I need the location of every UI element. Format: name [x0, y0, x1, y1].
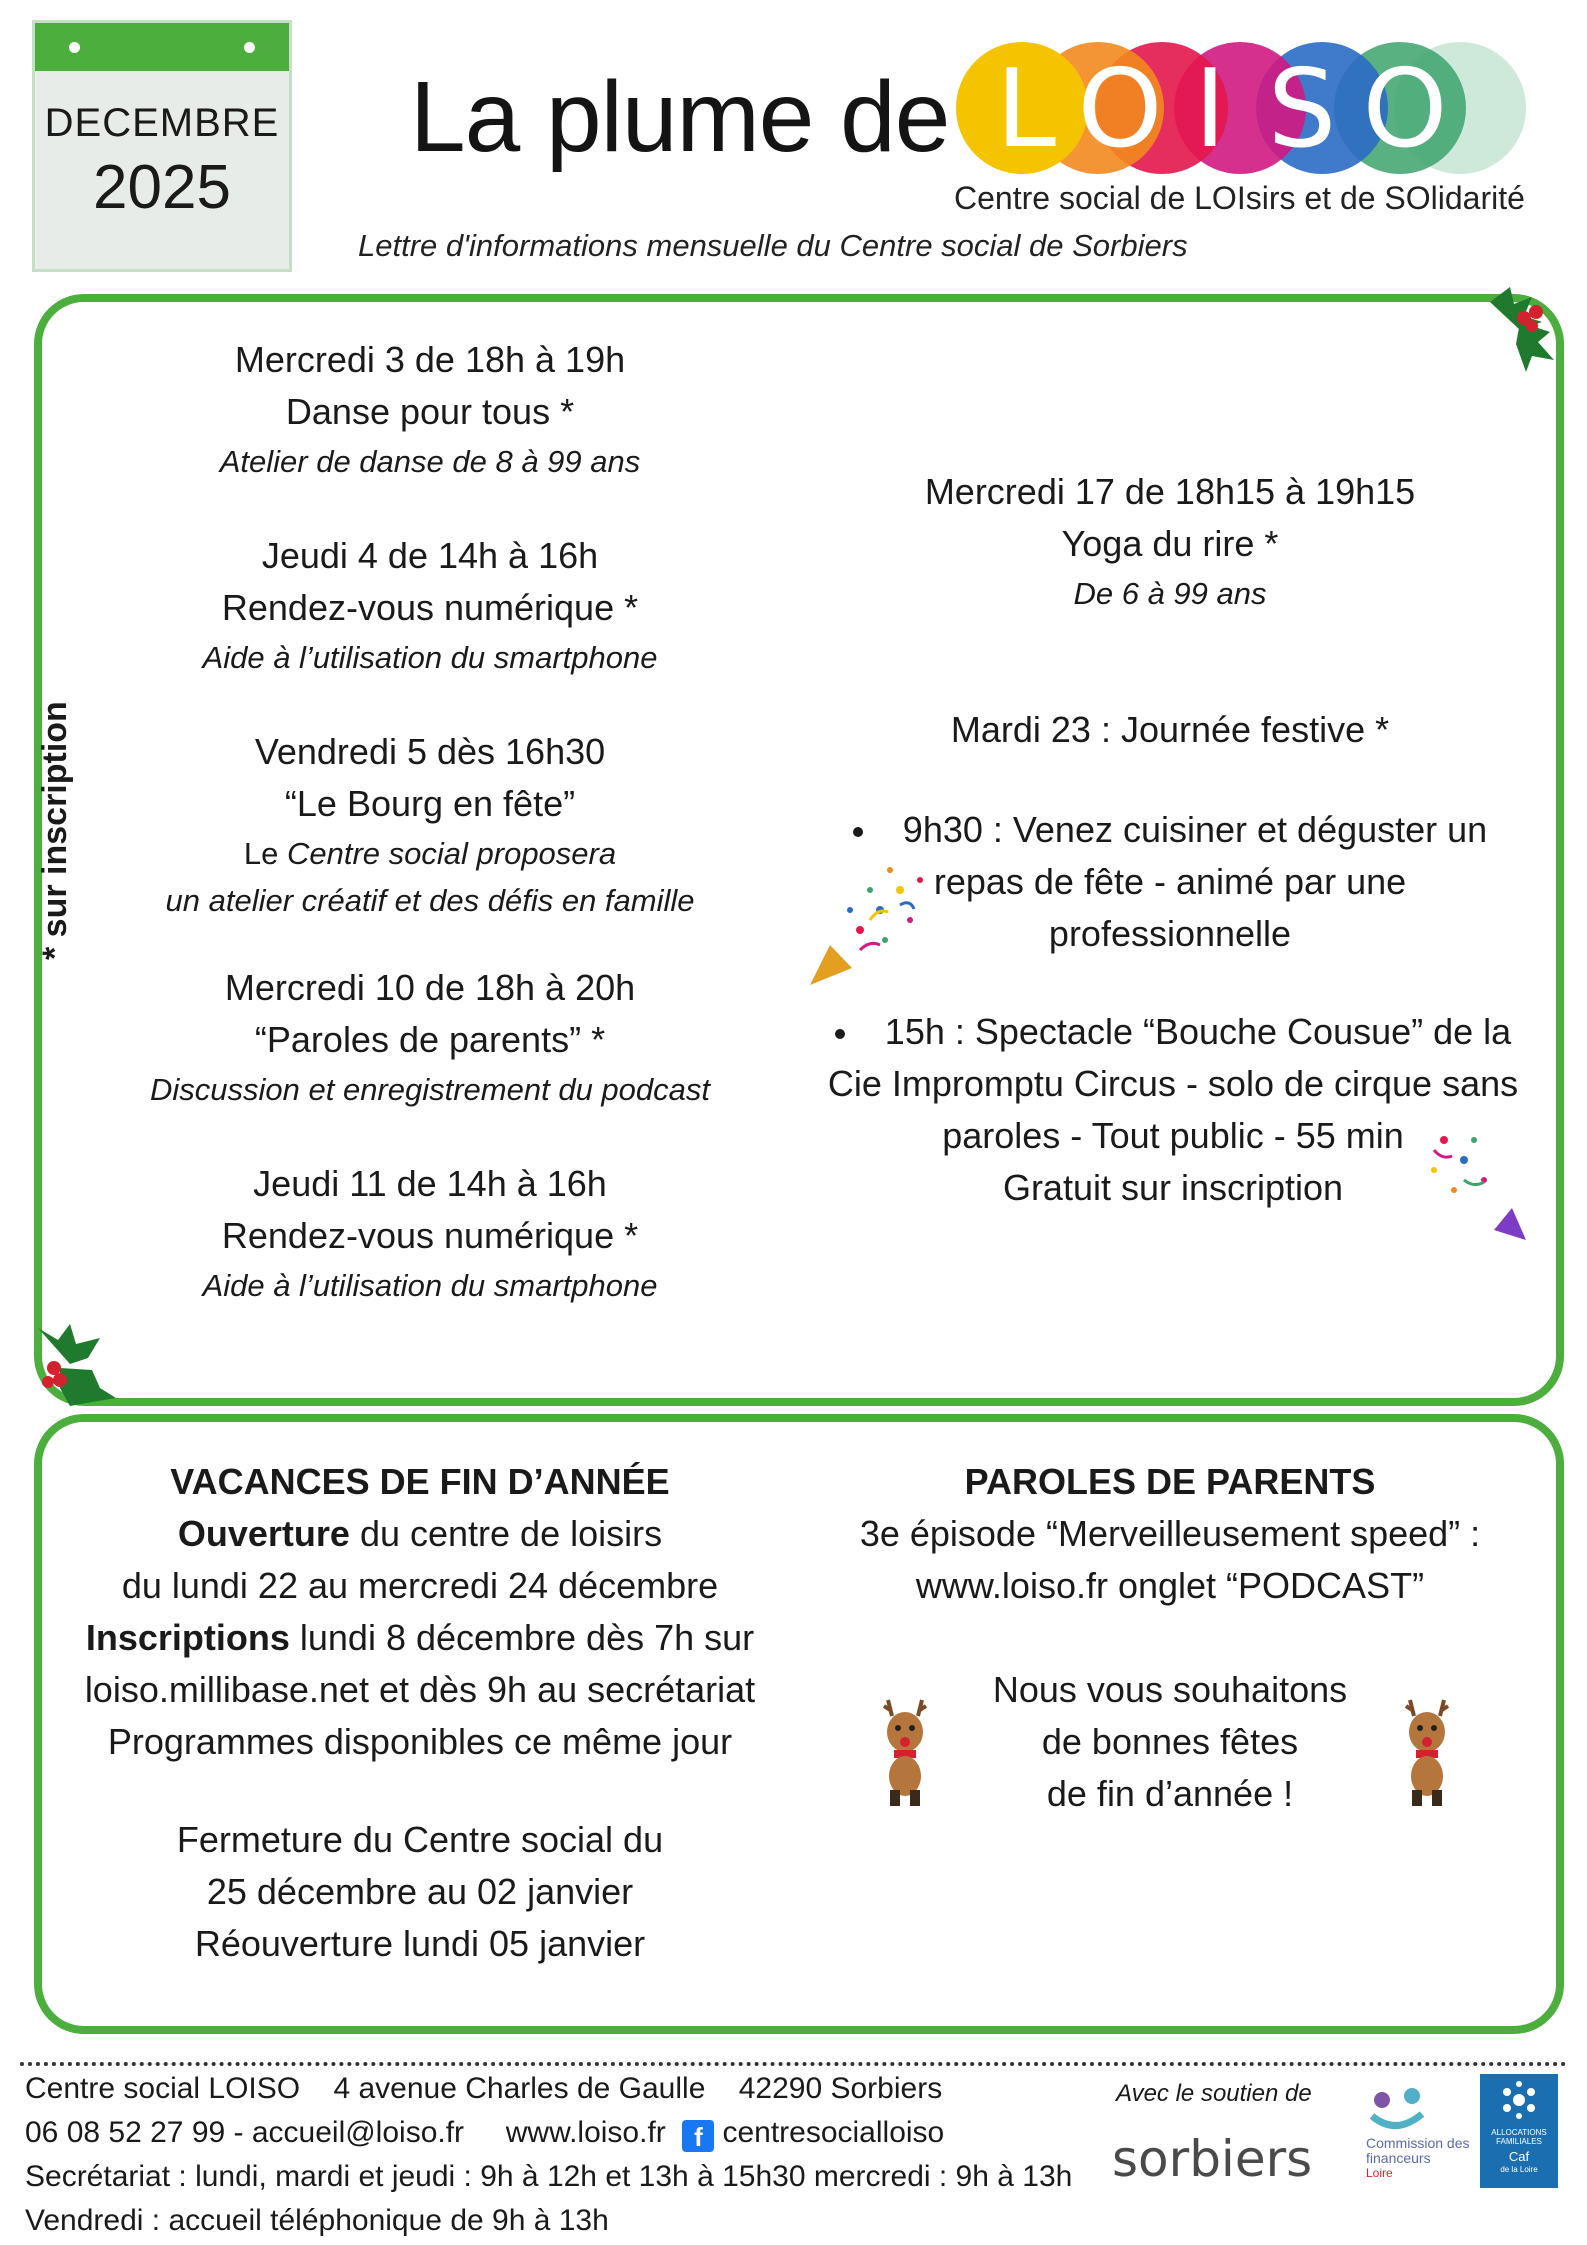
event-desc	[110, 830, 750, 877]
vacances-text: lundi 8 décembre dès 7h sur	[289, 1617, 755, 1658]
reindeer-icon	[1392, 1690, 1462, 1810]
parents-line: www.loiso.fr onglet “PODCAST”	[915, 1565, 1425, 1606]
event-desc: Discussion et enregistrement du podcast	[149, 1072, 710, 1107]
registration-note: * sur inscription	[36, 701, 74, 960]
vacances-text: du centre de loisirs	[349, 1513, 663, 1554]
wish-line: de bonnes fêtes	[1041, 1721, 1299, 1762]
event-desc: De 6 à 99 ans	[1073, 576, 1267, 611]
logo-letter-o2: O	[1362, 47, 1448, 172]
caf-logo	[1480, 2074, 1558, 2188]
footer-contact-line	[25, 2116, 944, 2152]
event-title: Rendez-vous numérique *	[221, 1215, 639, 1256]
event-when: Mercredi 10 de 18h à 20h	[224, 967, 636, 1008]
vacances-line: Programmes disponibles ce même jour	[107, 1721, 733, 1762]
reindeer-icon	[870, 1690, 940, 1810]
sorbiers-logo: sorbiers	[1112, 2130, 1313, 2188]
closure-line: Fermeture du Centre social du	[176, 1819, 664, 1860]
cdf-sub: Loire	[1366, 2166, 1393, 2180]
logo-letter-s: S	[1267, 47, 1337, 172]
wish-line: de fin d’année !	[1046, 1773, 1294, 1814]
logo-letter-i: I	[1194, 47, 1226, 172]
closure-line: Réouverture lundi 05 janvier	[194, 1923, 646, 1964]
event-desc-italic: Centre social proposera	[286, 836, 617, 871]
closure-line: 25 décembre au 02 janvier	[206, 1871, 634, 1912]
festive-day-title: Mardi 23 : Journée festive *	[950, 709, 1390, 750]
caf-region: de la Loire	[1500, 2165, 1538, 2174]
bullet-line	[820, 804, 1520, 856]
page-title: La plume de	[410, 61, 950, 173]
event-title: Danse pour tous *	[285, 391, 575, 432]
calendar-top-bar	[35, 23, 289, 71]
vacances-line: loiso.millibase.net et dès 9h au secrétariat	[84, 1669, 756, 1710]
event-desc-prefix: Le	[243, 836, 287, 871]
calendar-year: 2025	[93, 153, 231, 222]
season-wishes	[970, 1664, 1370, 1820]
footer-address-line	[25, 2072, 942, 2106]
facebook-handle[interactable]: centresocialloiso	[722, 2116, 945, 2149]
bullet-line: paroles - Tout public - 55 min	[942, 1115, 1404, 1156]
event-desc: Aide à l’utilisation du smartphone	[202, 640, 658, 675]
event-when: Mercredi 3 de 18h à 19h	[234, 339, 626, 380]
wish-line: Nous vous souhaitons	[992, 1669, 1348, 1710]
bullet-line: Gratuit sur inscription	[1002, 1167, 1344, 1208]
website-link[interactable]: www.loiso.fr	[505, 2116, 666, 2149]
party-popper-icon	[1414, 1120, 1534, 1245]
tagline: Lettre d'informations mensuelle du Centre social de Sorbiers	[358, 228, 1188, 263]
caf-top-text: ALLOCATIONS FAMILIALES	[1491, 2128, 1547, 2146]
phone-email[interactable]: 06 08 52 27 99 - accueil@loiso.fr	[25, 2116, 465, 2149]
org-name: Centre social LOISO	[25, 2072, 301, 2105]
event-when: Jeudi 4 de 14h à 16h	[261, 535, 599, 576]
event-title: “Le Bourg en fête”	[284, 783, 576, 824]
loiso-logo	[950, 36, 1550, 196]
event-item	[110, 962, 750, 1113]
calendar-ring	[244, 42, 255, 53]
bullet-text: 9h30 : Venez cuisiner et déguster un	[902, 809, 1488, 850]
event-item	[110, 334, 750, 485]
event-desc: Aide à l’utilisation du smartphone	[202, 1268, 658, 1303]
event-item	[110, 1158, 750, 1309]
holly-icon	[1480, 282, 1560, 372]
logo-letter-o: O	[1077, 47, 1163, 172]
bullet-line: Cie Impromptu Circus - solo de cirque sans	[827, 1063, 1519, 1104]
vacances-line: du lundi 22 au mercredi 24 décembre	[121, 1565, 719, 1606]
holly-icon	[30, 1318, 120, 1408]
event-when: Mercredi 17 de 18h15 à 19h15	[924, 471, 1416, 512]
parents-heading: PAROLES DE PARENTS	[964, 1461, 1376, 1502]
facebook-icon[interactable]: f	[682, 2120, 714, 2152]
event-item	[110, 726, 750, 924]
vacances-line	[70, 1612, 770, 1664]
vacances-section	[70, 1456, 770, 1970]
event-item	[110, 530, 750, 681]
secretariat-hours: Secrétariat : lundi, mardi et jeudi : 9h à 12h et 13h à 15h30 mercredi : 9h à 13h	[25, 2160, 1073, 2193]
support-label: Avec le soutien de	[1116, 2080, 1312, 2107]
calendar-ring	[69, 42, 80, 53]
bullet-dot	[835, 1029, 845, 1039]
logo-letter-l: L	[995, 47, 1057, 172]
party-popper-icon	[800, 850, 950, 995]
event-desc: Atelier de danse de 8 à 99 ans	[219, 444, 641, 479]
calendar-badge	[32, 20, 292, 272]
event-title: Rendez-vous numérique *	[221, 587, 639, 628]
vacances-bold: Inscriptions	[85, 1617, 290, 1658]
vacances-line	[70, 1508, 770, 1560]
parents-line: 3e épisode “Merveilleusement speed” :	[859, 1513, 1481, 1554]
bullet-text: 15h : Spectacle “Bouche Cousue” de la	[884, 1011, 1512, 1052]
cdf-name: Commission des financeurs	[1366, 2135, 1470, 2166]
vacances-heading: VACANCES DE FIN D’ANNÉE	[170, 1461, 670, 1502]
bullet-line: repas de fête - animé par une	[933, 861, 1407, 902]
commission-financeurs-text	[1366, 2136, 1476, 2181]
event-title: “Paroles de parents” *	[254, 1019, 606, 1060]
event-desc-2: un atelier créatif et des défis en famille	[165, 883, 695, 918]
caf-name: Caf	[1508, 2149, 1530, 2164]
caf-emblem-icon	[1499, 2080, 1539, 2120]
street-address: 4 avenue Charles de Gaulle	[333, 2072, 706, 2105]
logo-subtitle: Centre social de LOIsirs et de SOlidarité	[954, 180, 1525, 216]
event-when: Vendredi 5 dès 16h30	[254, 731, 606, 772]
yoga-event	[810, 466, 1530, 617]
calendar-month: DECEMBRE	[44, 101, 280, 145]
event-title: Yoga du rire *	[1061, 523, 1279, 564]
event-when: Jeudi 11 de 14h à 16h	[253, 1163, 607, 1204]
parents-section	[820, 1456, 1520, 1612]
bullet-line	[808, 1006, 1538, 1058]
vacances-bold: Ouverture	[177, 1513, 350, 1554]
left-events	[110, 334, 750, 1309]
bullet-line: professionnelle	[1048, 913, 1292, 954]
friday-hours: Vendredi : accueil téléphonique de 9h à 13h	[25, 2204, 609, 2237]
bullet-dot	[853, 827, 863, 837]
city: 42290 Sorbiers	[738, 2072, 943, 2105]
footer-divider	[20, 2062, 1567, 2066]
